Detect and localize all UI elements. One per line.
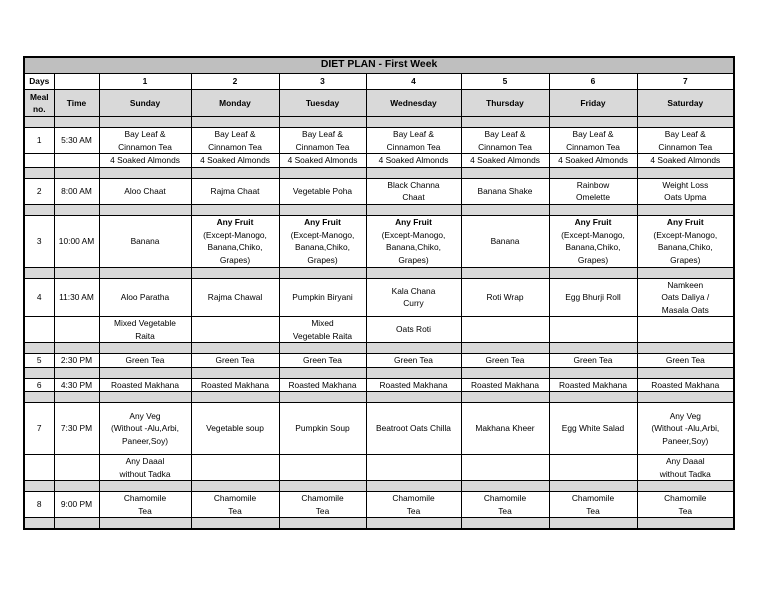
fruit-heading: Any Fruit bbox=[395, 217, 432, 227]
meal-row bbox=[24, 278, 734, 317]
meal-item bbox=[191, 317, 279, 343]
day-number: 2 bbox=[191, 74, 279, 90]
meal-item: Any Fruit (Except-Manogo, Banana,Chiko, Grapes) bbox=[366, 215, 461, 267]
diet-plan-table bbox=[23, 56, 735, 530]
meal-time: 2:30 PM bbox=[54, 354, 99, 368]
meal-item: 4 Soaked Almonds bbox=[366, 154, 461, 168]
separator-row bbox=[24, 481, 734, 492]
meal-item: Any Fruit (Except-Manogo, Banana,Chiko, Grapes) bbox=[279, 215, 366, 267]
meal-item: Roasted Makhana bbox=[461, 378, 549, 392]
meal-item: Pumpkin Soup bbox=[279, 403, 366, 455]
meal-item: Green Tea bbox=[366, 354, 461, 368]
meal-item: 4 Soaked Almonds bbox=[99, 154, 191, 168]
separator-cell bbox=[461, 518, 549, 530]
weekday-header: Saturday bbox=[637, 90, 734, 117]
empty-cell bbox=[54, 455, 99, 481]
meal-item: Any Veg (Without -Alu,Arbi, Paneer,Soy) bbox=[99, 403, 191, 455]
separator-cell bbox=[191, 204, 279, 215]
separator-cell bbox=[54, 117, 99, 128]
separator-cell bbox=[366, 267, 461, 278]
separator-cell bbox=[99, 204, 191, 215]
separator-cell bbox=[461, 117, 549, 128]
meal-row bbox=[24, 128, 734, 154]
meal-item: Rajma Chawal bbox=[191, 278, 279, 317]
meal-item: 4 Soaked Almonds bbox=[279, 154, 366, 168]
fruit-heading: Any Fruit bbox=[574, 217, 612, 227]
days-label: Days bbox=[24, 74, 54, 90]
weekday-header: Sunday bbox=[99, 90, 191, 117]
separator-cell bbox=[461, 167, 549, 178]
separator-cell bbox=[637, 204, 734, 215]
day-number: 5 bbox=[461, 74, 549, 90]
separator-cell bbox=[191, 343, 279, 354]
meal-item: Egg White Salad bbox=[549, 403, 637, 455]
separator-cell bbox=[279, 343, 366, 354]
separator-cell bbox=[637, 392, 734, 403]
meal-item: Egg Bhurji Roll bbox=[549, 278, 637, 317]
separator-cell bbox=[24, 167, 54, 178]
separator-cell bbox=[279, 481, 366, 492]
separator-cell bbox=[461, 392, 549, 403]
separator-cell bbox=[279, 367, 366, 378]
time-header: Time bbox=[54, 90, 99, 117]
meal-item: Green Tea bbox=[191, 354, 279, 368]
separator-cell bbox=[366, 343, 461, 354]
meal-item: Any Fruit (Except-Manogo, Banana,Chiko, Grapes) bbox=[549, 215, 637, 267]
meal-time: 9:00 PM bbox=[54, 492, 99, 518]
meal-item: Green Tea bbox=[99, 354, 191, 368]
day-number: 7 bbox=[637, 74, 734, 90]
separator-cell bbox=[99, 392, 191, 403]
separator-cell bbox=[366, 518, 461, 530]
meal-number: 8 bbox=[24, 492, 54, 518]
meal-item: Banana Shake bbox=[461, 178, 549, 204]
days-blank-cell bbox=[54, 74, 99, 90]
meal-item: Chamomile Tea bbox=[99, 492, 191, 518]
separator-cell bbox=[549, 343, 637, 354]
meal-time: 5:30 AM bbox=[54, 128, 99, 154]
separator-row bbox=[24, 167, 734, 178]
meal-item: Black Channa Chaat bbox=[366, 178, 461, 204]
meal-row bbox=[24, 455, 734, 481]
meal-item: Roasted Makhana bbox=[279, 378, 366, 392]
meal-number: 6 bbox=[24, 378, 54, 392]
separator-cell bbox=[24, 518, 54, 530]
separator-cell bbox=[366, 392, 461, 403]
meal-item: Kala Chana Curry bbox=[366, 278, 461, 317]
separator-cell bbox=[191, 267, 279, 278]
separator-cell bbox=[279, 392, 366, 403]
separator-cell bbox=[191, 367, 279, 378]
separator-cell bbox=[637, 267, 734, 278]
separator-cell bbox=[54, 204, 99, 215]
day-number: 1 bbox=[99, 74, 191, 90]
fruit-heading: Any Fruit bbox=[304, 217, 341, 227]
meal-item: Mixed Vegetable Raita bbox=[279, 317, 366, 343]
meal-item: Green Tea bbox=[549, 354, 637, 368]
meal-item bbox=[191, 455, 279, 481]
meal-item: Oats Roti bbox=[366, 317, 461, 343]
meal-item bbox=[549, 455, 637, 481]
separator-cell bbox=[99, 267, 191, 278]
meal-row bbox=[24, 492, 734, 518]
meal-item: Bay Leaf & Cinnamon Tea bbox=[279, 128, 366, 154]
meal-item: Bay Leaf & Cinnamon Tea bbox=[637, 128, 734, 154]
separator-cell bbox=[191, 481, 279, 492]
meal-item bbox=[366, 455, 461, 481]
separator-cell bbox=[279, 117, 366, 128]
meal-row bbox=[24, 178, 734, 204]
separator-cell bbox=[637, 481, 734, 492]
meal-item: Chamomile Tea bbox=[366, 492, 461, 518]
separator-row bbox=[24, 392, 734, 403]
meal-item: Roasted Makhana bbox=[366, 378, 461, 392]
separator-cell bbox=[24, 367, 54, 378]
meal-item: Green Tea bbox=[637, 354, 734, 368]
meal-item: Any Daaal without Tadka bbox=[99, 455, 191, 481]
separator-cell bbox=[366, 117, 461, 128]
separator-cell bbox=[54, 518, 99, 530]
meal-number: 5 bbox=[24, 354, 54, 368]
meal-item: Roasted Makhana bbox=[549, 378, 637, 392]
meal-number: 4 bbox=[24, 278, 54, 317]
separator-cell bbox=[637, 167, 734, 178]
meal-item: Chamomile Tea bbox=[549, 492, 637, 518]
meal-item: Roasted Makhana bbox=[99, 378, 191, 392]
meal-item: Beatroot Oats Chilla bbox=[366, 403, 461, 455]
meal-item: Rainbow Omelette bbox=[549, 178, 637, 204]
meal-item: Aloo Paratha bbox=[99, 278, 191, 317]
empty-cell bbox=[24, 154, 54, 168]
meal-item bbox=[461, 455, 549, 481]
separator-cell bbox=[191, 518, 279, 530]
separator-cell bbox=[279, 518, 366, 530]
meal-time: 8:00 AM bbox=[54, 178, 99, 204]
meal-item: Makhana Kheer bbox=[461, 403, 549, 455]
separator-cell bbox=[99, 518, 191, 530]
meal-item: Namkeen Oats Daliya / Masala Oats bbox=[637, 278, 734, 317]
meal-item: Weight Loss Oats Upma bbox=[637, 178, 734, 204]
separator-cell bbox=[549, 481, 637, 492]
separator-cell bbox=[549, 392, 637, 403]
separator-cell bbox=[24, 117, 54, 128]
separator-cell bbox=[637, 518, 734, 530]
meal-number: 2 bbox=[24, 178, 54, 204]
meal-item: Any Veg (Without -Alu,Arbi, Paneer,Soy) bbox=[637, 403, 734, 455]
separator-row bbox=[24, 518, 734, 530]
separator-cell bbox=[461, 481, 549, 492]
meal-item: Pumpkin Biryani bbox=[279, 278, 366, 317]
separator-cell bbox=[24, 392, 54, 403]
meal-item: Chamomile Tea bbox=[637, 492, 734, 518]
meal-number: 7 bbox=[24, 403, 54, 455]
plan-title: DIET PLAN - First Week bbox=[24, 57, 734, 74]
separator-row bbox=[24, 117, 734, 128]
separator-row bbox=[24, 343, 734, 354]
meal-item: Chamomile Tea bbox=[191, 492, 279, 518]
separator-cell bbox=[461, 367, 549, 378]
separator-cell bbox=[279, 204, 366, 215]
weekday-header: Wednesday bbox=[366, 90, 461, 117]
meal-item: Vegetable Poha bbox=[279, 178, 366, 204]
meal-number: 1 bbox=[24, 128, 54, 154]
meal-item: Aloo Chaat bbox=[99, 178, 191, 204]
meal-time: 11:30 AM bbox=[54, 278, 99, 317]
separator-cell bbox=[366, 481, 461, 492]
meal-no-header: Meal no. bbox=[24, 90, 54, 117]
separator-cell bbox=[279, 167, 366, 178]
empty-cell bbox=[54, 154, 99, 168]
separator-cell bbox=[366, 204, 461, 215]
separator-cell bbox=[637, 343, 734, 354]
meal-item: 4 Soaked Almonds bbox=[191, 154, 279, 168]
meal-item: 4 Soaked Almonds bbox=[637, 154, 734, 168]
fruit-heading: Any Fruit bbox=[666, 217, 704, 227]
separator-cell bbox=[24, 204, 54, 215]
separator-cell bbox=[549, 267, 637, 278]
meal-item: Any Fruit (Except-Manogo, Banana,Chiko, Grapes) bbox=[637, 215, 734, 267]
meal-item: Mixed Vegetable Raita bbox=[99, 317, 191, 343]
separator-cell bbox=[461, 267, 549, 278]
meal-time: 10:00 AM bbox=[54, 215, 99, 267]
meal-row bbox=[24, 317, 734, 343]
meal-item bbox=[549, 317, 637, 343]
separator-cell bbox=[54, 343, 99, 354]
separator-cell bbox=[279, 267, 366, 278]
meal-item bbox=[279, 455, 366, 481]
meal-item: Any Daaal without Tadka bbox=[637, 455, 734, 481]
empty-cell bbox=[24, 317, 54, 343]
meal-row bbox=[24, 403, 734, 455]
weekday-header: Friday bbox=[549, 90, 637, 117]
separator-cell bbox=[99, 343, 191, 354]
separator-cell bbox=[54, 367, 99, 378]
diet-plan-sheet bbox=[23, 56, 733, 530]
separator-cell bbox=[54, 392, 99, 403]
meal-row bbox=[24, 154, 734, 168]
separator-row bbox=[24, 367, 734, 378]
separator-cell bbox=[191, 167, 279, 178]
separator-cell bbox=[191, 392, 279, 403]
meal-row bbox=[24, 378, 734, 392]
meal-item: Any Fruit (Except-Manogo, Banana,Chiko, Grapes) bbox=[191, 215, 279, 267]
separator-cell bbox=[549, 167, 637, 178]
meal-number: 3 bbox=[24, 215, 54, 267]
meal-item: Chamomile Tea bbox=[461, 492, 549, 518]
separator-cell bbox=[54, 481, 99, 492]
meal-item: Banana bbox=[99, 215, 191, 267]
separator-row bbox=[24, 204, 734, 215]
meal-row bbox=[24, 215, 734, 267]
meal-item: Roti Wrap bbox=[461, 278, 549, 317]
separator-cell bbox=[549, 367, 637, 378]
separator-cell bbox=[366, 167, 461, 178]
separator-cell bbox=[461, 343, 549, 354]
separator-cell bbox=[99, 367, 191, 378]
meal-item: Bay Leaf & Cinnamon Tea bbox=[461, 128, 549, 154]
separator-cell bbox=[637, 117, 734, 128]
meal-item: Rajma Chaat bbox=[191, 178, 279, 204]
separator-cell bbox=[24, 481, 54, 492]
meal-item: 4 Soaked Almonds bbox=[549, 154, 637, 168]
separator-cell bbox=[54, 267, 99, 278]
weekday-header: Tuesday bbox=[279, 90, 366, 117]
meal-item: Bay Leaf & Cinnamon Tea bbox=[366, 128, 461, 154]
day-number: 4 bbox=[366, 74, 461, 90]
meal-item: Green Tea bbox=[279, 354, 366, 368]
fruit-heading: Any Fruit bbox=[216, 217, 254, 227]
separator-cell bbox=[461, 204, 549, 215]
weekday-header: Thursday bbox=[461, 90, 549, 117]
separator-cell bbox=[366, 367, 461, 378]
separator-cell bbox=[54, 167, 99, 178]
separator-cell bbox=[24, 267, 54, 278]
day-number: 6 bbox=[549, 74, 637, 90]
separator-cell bbox=[99, 117, 191, 128]
separator-cell bbox=[637, 367, 734, 378]
meal-time: 4:30 PM bbox=[54, 378, 99, 392]
meal-item: Vegetable soup bbox=[191, 403, 279, 455]
meal-item: Bay Leaf & Cinnamon Tea bbox=[191, 128, 279, 154]
meal-item: Chamomile Tea bbox=[279, 492, 366, 518]
separator-cell bbox=[549, 518, 637, 530]
meal-item: Banana bbox=[461, 215, 549, 267]
separator-cell bbox=[191, 117, 279, 128]
separator-cell bbox=[549, 204, 637, 215]
separator-cell bbox=[24, 343, 54, 354]
separator-cell bbox=[99, 167, 191, 178]
meal-item bbox=[637, 317, 734, 343]
meal-item: 4 Soaked Almonds bbox=[461, 154, 549, 168]
meal-item: Roasted Makhana bbox=[637, 378, 734, 392]
empty-cell bbox=[54, 317, 99, 343]
weekday-header: Monday bbox=[191, 90, 279, 117]
meal-item: Bay Leaf & Cinnamon Tea bbox=[549, 128, 637, 154]
meal-item: Green Tea bbox=[461, 354, 549, 368]
day-number: 3 bbox=[279, 74, 366, 90]
meal-time: 7:30 PM bbox=[54, 403, 99, 455]
separator-row bbox=[24, 267, 734, 278]
separator-cell bbox=[549, 117, 637, 128]
meal-row bbox=[24, 354, 734, 368]
meal-item: Bay Leaf & Cinnamon Tea bbox=[99, 128, 191, 154]
meal-item bbox=[461, 317, 549, 343]
separator-cell bbox=[99, 481, 191, 492]
meal-item: Roasted Makhana bbox=[191, 378, 279, 392]
empty-cell bbox=[24, 455, 54, 481]
